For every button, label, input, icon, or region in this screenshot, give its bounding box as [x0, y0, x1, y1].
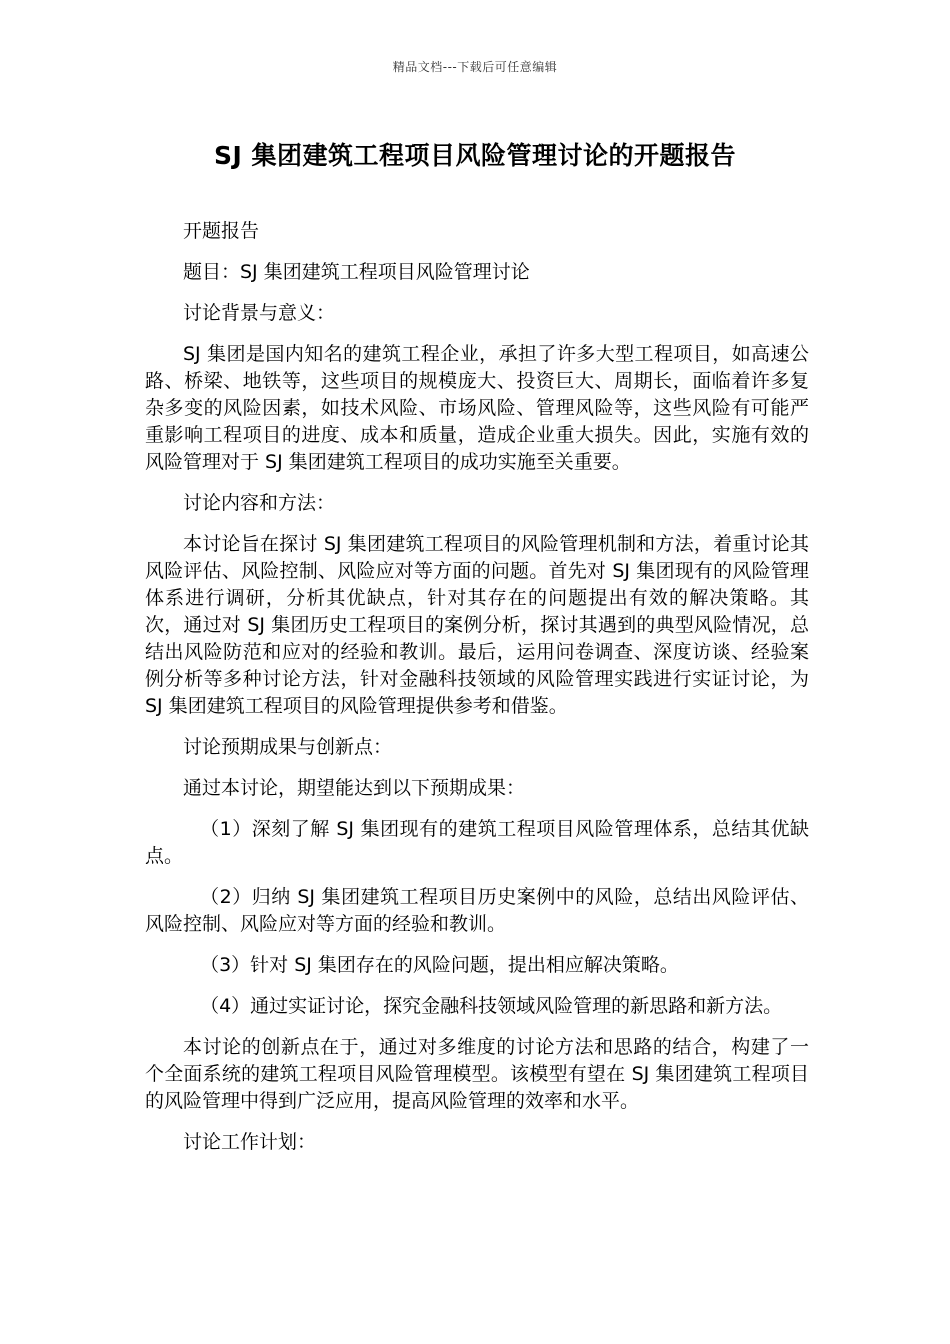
- outcomes-heading: 讨论预期成果与创新点：: [183, 736, 393, 758]
- document-title: SJ 集团建筑工程项目风险管理讨论的开题报告: [213, 141, 736, 170]
- content-paragraph: 本讨论旨在探讨 SJ 集团建筑工程项目的风险管理机制和方法，着重讨论其风险评估、风险控制、风险应对等方面的问题。首先对 SJ 集团现有的风险管理体系进行调研，分析其优缺点，针对其存在的问题提出有效的解决策略。其次，通过对 SJ 集团历史工程项目的案例分析，探讨其遇到的典型风险情况，总结出风险防范和应对的经验和教训。最后，运用问卷调查、深度访谈、经验案例分析等多种讨论方法，针对金融科技领域的风险管理实践进行实证讨论，为 SJ 集团建筑工程项目的风险管理提供参考和借鉴。: [145, 533, 809, 717]
- outcome-item-1: （1）深刻了解 SJ 集团现有的建筑工程项目风险管理体系，总结其优缺点。: [145, 818, 809, 867]
- report-label: 开题报告: [183, 220, 260, 242]
- content-heading: 讨论内容和方法：: [183, 492, 336, 514]
- outcome-item-4: （4）通过实证讨论，探究金融科技领域风险管理的新思路和新方法。: [200, 995, 783, 1017]
- outcome-item-3: （3）针对 SJ 集团存在的风险问题，提出相应解决策略。: [200, 954, 679, 976]
- document-body: [145, 218, 809, 1156]
- outcomes-intro: 通过本讨论，期望能达到以下预期成果：: [183, 777, 526, 799]
- outcome-item-2: （2）归纳 SJ 集团建筑工程项目历史案例中的风险，总结出风险评估、风险控制、风险应对等方面的经验和教训。: [145, 886, 809, 935]
- background-paragraph: SJ 集团是国内知名的建筑工程企业，承担了许多大型工程项目，如高速公路、桥梁、地铁等，这些项目的规模庞大、投资巨大、周期长，面临着许多复杂多变的风险因素，如技术风险、市场风险、管理风险等，这些风险有可能严重影响工程项目的进度、成本和质量，造成企业重大损失。因此，实施有效的风险管理对于 SJ 集团建筑工程项目的成功实施至关重要。: [145, 343, 809, 473]
- page-header-note: 精品文档---下载后可任意编辑: [392, 60, 558, 74]
- innovation-paragraph: 本讨论的创新点在于，通过对多维度的讨论方法和思路的结合，构建了一个全面系统的建筑工程项目风险管理模型。该模型有望在 SJ 集团建筑工程项目的风险管理中得到广泛应用，提高风险管理的效率和水平。: [145, 1036, 809, 1112]
- plan-heading: 讨论工作计划：: [183, 1131, 317, 1153]
- background-heading: 讨论背景与意义：: [183, 302, 336, 324]
- topic-line: 题目：SJ 集团建筑工程项目风险管理讨论: [183, 261, 530, 283]
